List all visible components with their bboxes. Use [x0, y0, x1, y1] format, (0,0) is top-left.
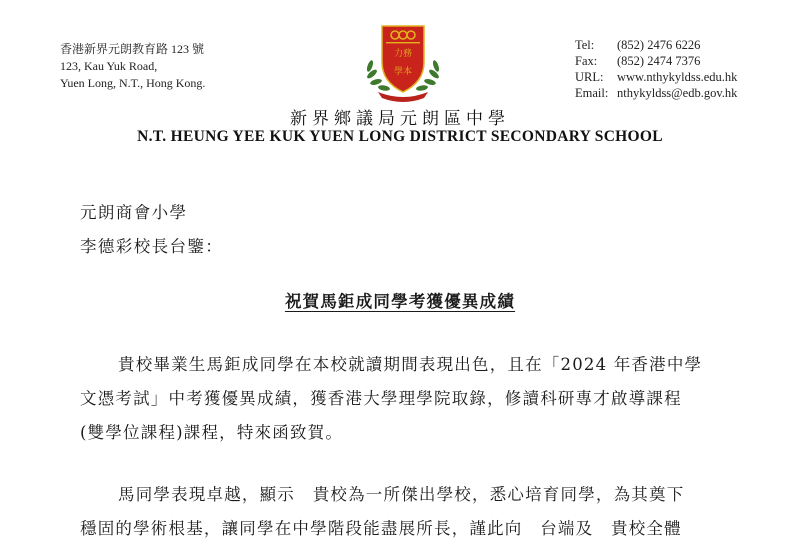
fax-value: (852) 2474 7376 [617, 54, 701, 68]
school-address [60, 41, 205, 92]
paragraph-line: 馬同學表現卓越，顯示 貴校為一所傑出學校，悉心培育同學，為其奠下 [118, 485, 685, 504]
subject-text: 祝賀馬鉅成同學考獲優異成績 [284, 292, 516, 311]
crest-text-top: 力務 [393, 49, 413, 59]
paragraph-line: (雙學位課程)課程，特來函致賀。 [80, 423, 344, 442]
address-english-line1: 123, Kau Yuk Road, [60, 59, 158, 73]
school-name-chinese: 新界鄉議局元朗區中學 [290, 109, 510, 129]
paragraph-line: 貴校畢業生馬鉅成同學在本校就讀期間表現出色，且在「2024 年香港中學 [118, 355, 703, 374]
tel-value: (852) 2476 6226 [617, 38, 701, 52]
school-crest-icon [362, 22, 444, 102]
address-english-line2: Yuen Long, N.T., Hong Kong. [60, 76, 206, 90]
letter-subject [0, 288, 800, 312]
address-chinese: 香港新界元朗教育路 123 號 [60, 42, 205, 56]
email-value: nthykyldss@edb.gov.hk [617, 86, 738, 100]
contact-info [575, 37, 737, 101]
contact-tel: Tel: (852) 2476 6226 [575, 38, 701, 52]
contact-fax: Fax: (852) 2474 7376 [575, 54, 701, 68]
url-value: www.nthykyldss.edu.hk [617, 70, 738, 84]
contact-email: Email: nthykyldss@edb.gov.hk [575, 86, 738, 100]
paragraph-line: 穩固的學術根基，讓同學在中學階段能盡展所長，謹此向 台端及 貴校全體 [80, 519, 682, 538]
paragraph-1 [80, 348, 740, 450]
paragraph-2 [80, 478, 740, 546]
recipient-person: 李德彩校長台鑒： [80, 237, 224, 256]
school-name-english: N.T. HEUNG YEE KUK YUEN LONG DISTRICT SECONDARY SCHOOL [137, 128, 663, 145]
contact-url: URL: www.nthykyldss.edu.hk [575, 70, 738, 84]
paragraph-line: 文憑考試」中考獲優異成績，獲香港大學理學院取錄，修讀科研專才啟導課程 [80, 389, 682, 408]
crest-text-bottom: 學本 [393, 67, 413, 77]
recipient-school: 元朗商會小學 [80, 203, 188, 222]
